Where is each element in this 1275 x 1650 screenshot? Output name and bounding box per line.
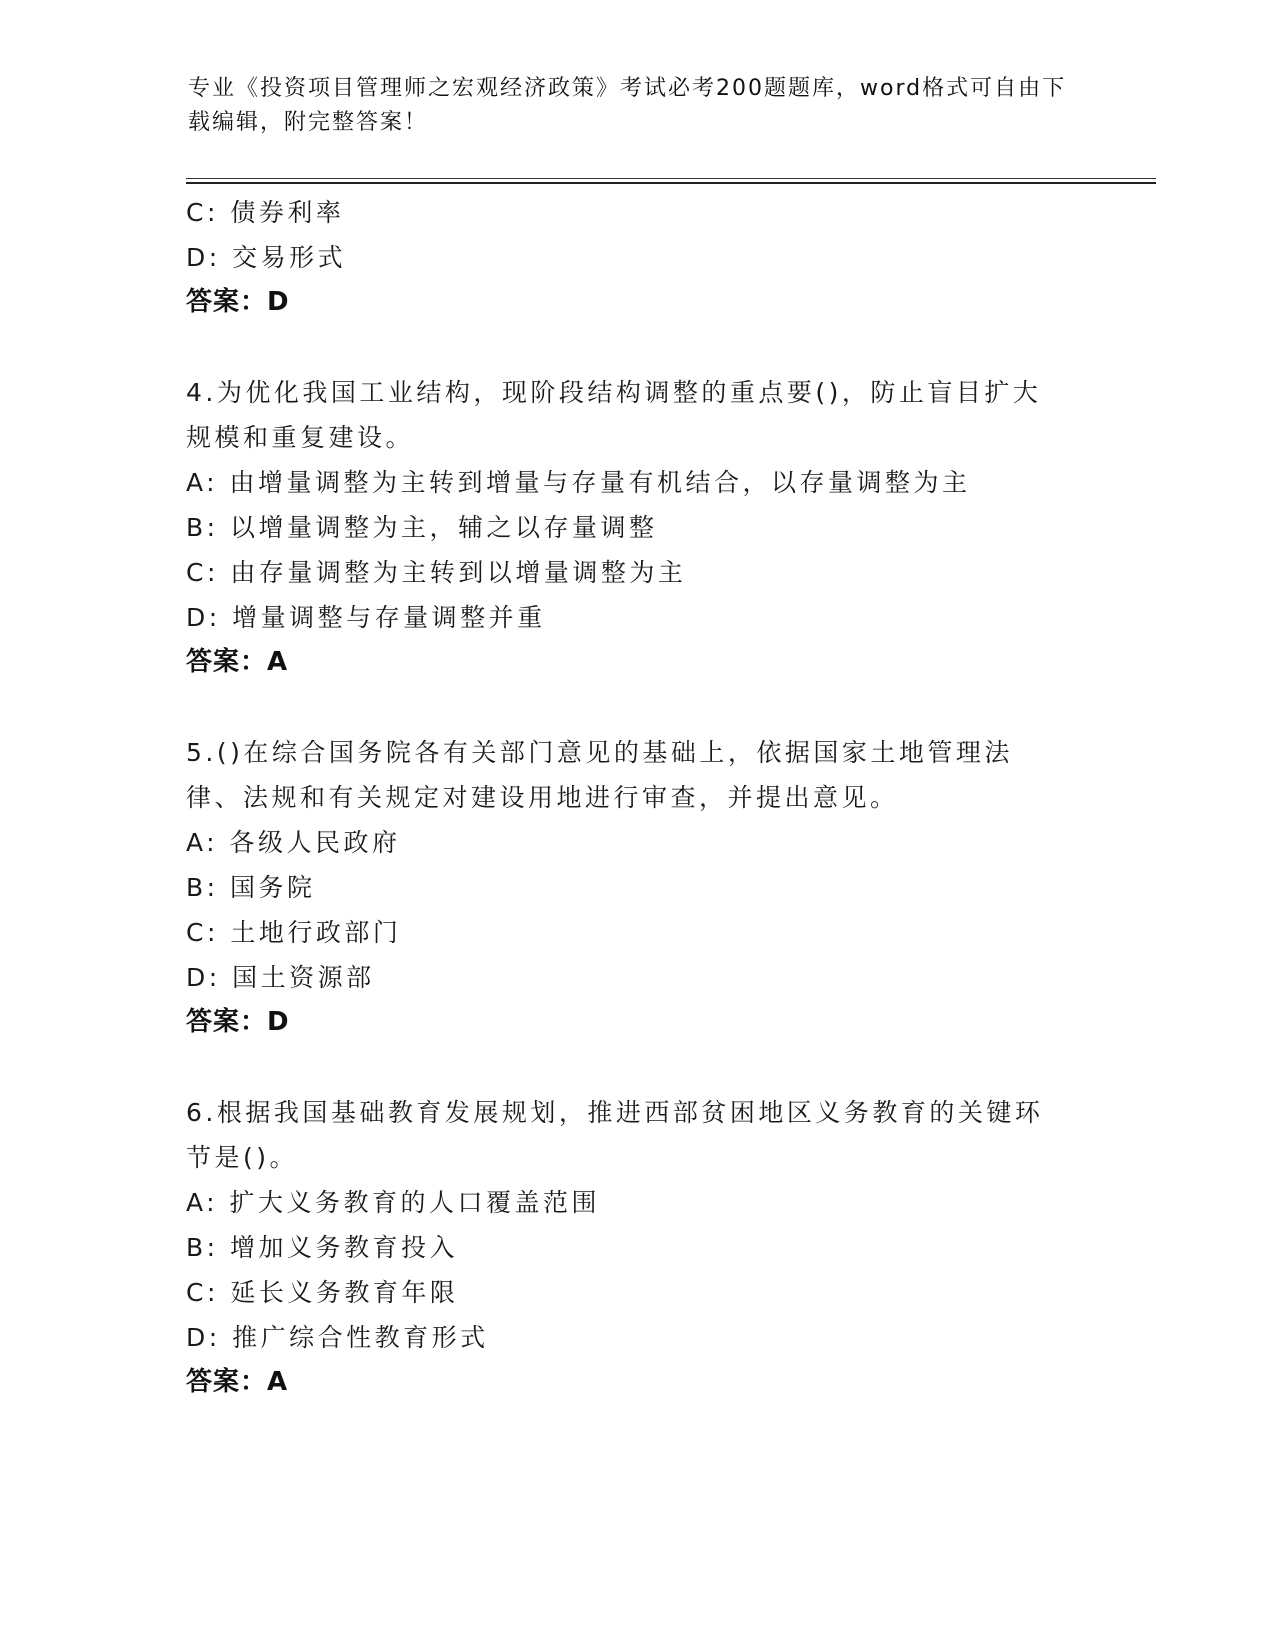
option-a: A: 扩大义务教育的人口覆盖范围: [186, 1188, 601, 1217]
question-6: [186, 1090, 1066, 1405]
option-b: B: 增加义务教育投入: [186, 1233, 459, 1262]
option-c: C: 延长义务教育年限: [186, 1278, 459, 1307]
question-stem: 5.()在综合国务院各有关部门意见的基础上，依据国家土地管理法律、法规和有关规定对建设用地进行审查，并提出意见。: [186, 738, 1013, 812]
question-stem: 4.为优化我国工业结构，现阶段结构调整的重点要()，防止盲目扩大规模和重复建设。: [186, 378, 1042, 452]
answer: 答案：D: [186, 1007, 290, 1037]
answer: 答案：D: [186, 287, 290, 317]
question-content: [186, 190, 1066, 1405]
question-5: [186, 730, 1066, 1045]
option-d: D: 交易形式: [186, 243, 347, 272]
spacer: [186, 685, 1066, 730]
header-rule-thick: [186, 182, 1156, 184]
option-a: A: 各级人民政府: [186, 828, 401, 857]
option-a: A: 由增量调整为主转到增量与存量有机结合，以存量调整为主: [186, 468, 971, 497]
option-d: D: 增量调整与存量调整并重: [186, 603, 546, 632]
document-header: 专业《投资项目管理师之宏观经济政策》考试必考200题题库，word格式可自由下载编辑，附完整答案！: [188, 76, 1067, 135]
answer: 答案：A: [186, 1367, 289, 1397]
question-4: [186, 370, 1066, 685]
option-c: C: 债券利率: [186, 198, 345, 227]
header-rule-thin: [186, 178, 1156, 179]
option-d: D: 推广综合性教育形式: [186, 1323, 489, 1352]
spacer: [186, 325, 1066, 370]
option-b: B: 以增量调整为主，辅之以存量调整: [186, 513, 658, 542]
question-stem: 6.根据我国基础教育发展规划，推进西部贫困地区义务教育的关键环节是()。: [186, 1098, 1044, 1172]
answer: 答案：A: [186, 647, 289, 677]
option-c: C: 土地行政部门: [186, 918, 402, 947]
option-c: C: 由存量调整为主转到以增量调整为主: [186, 558, 687, 587]
option-b: B: 国务院: [186, 873, 316, 902]
spacer: [186, 1045, 1066, 1090]
option-d: D: 国土资源部: [186, 963, 375, 992]
question-3-tail: [186, 190, 1066, 325]
